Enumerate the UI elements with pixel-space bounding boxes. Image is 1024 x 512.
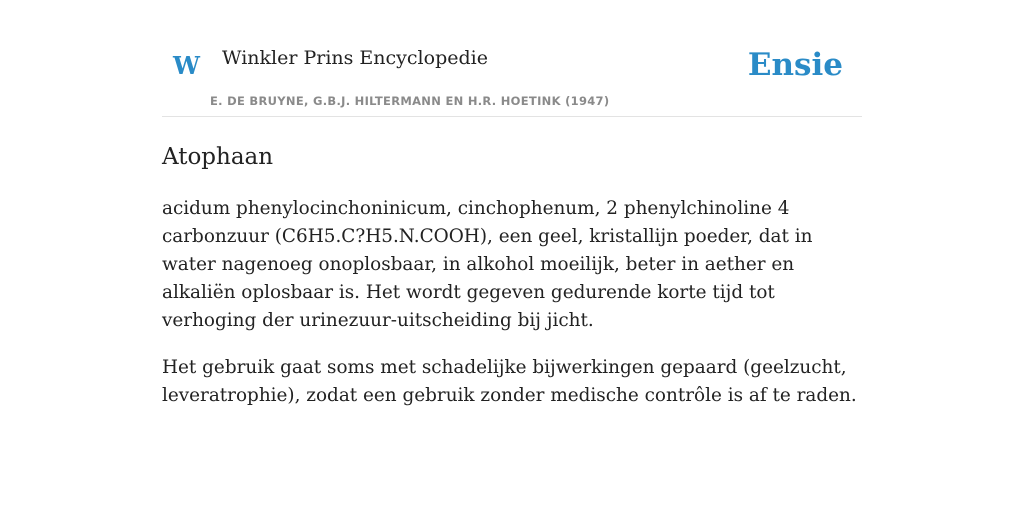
entry-body xyxy=(162,195,862,410)
entry-paragraph: Het gebruik gaat soms met schadelijke bijwerkingen gepaard (geelzucht, leveratrophie), zodat een gebruik zonder medische contrôle is af te raden. xyxy=(162,357,857,406)
entry-content xyxy=(162,142,862,410)
source-logo: W xyxy=(173,51,200,80)
entry-title: Atophaan xyxy=(162,144,274,170)
source-title[interactable]: Winkler Prins Encyclopedie xyxy=(222,47,488,69)
source-header xyxy=(162,0,862,117)
entry-paragraph: acidum phenylocinchoninicum, cinchophenum, 2 phenylchinoline 4 carbonzuur (C6H5.C?H5.N.COOH), een geel, kristallijn poeder, dat in water nagenoeg onoplosbaar, in alkohol moeilijk, beter in aether en alkaliën oplosbaar is. Het wordt gegeven gedurende korte tijd tot verhoging der urinezuur-uitscheiding bij jicht. xyxy=(162,198,813,331)
source-authors: E. DE BRUYNE, G.B.J. HILTERMANN EN H.R. HOETINK (1947) xyxy=(210,94,610,108)
page xyxy=(162,0,862,429)
ensie-logo-link[interactable]: Ensie xyxy=(747,47,843,83)
